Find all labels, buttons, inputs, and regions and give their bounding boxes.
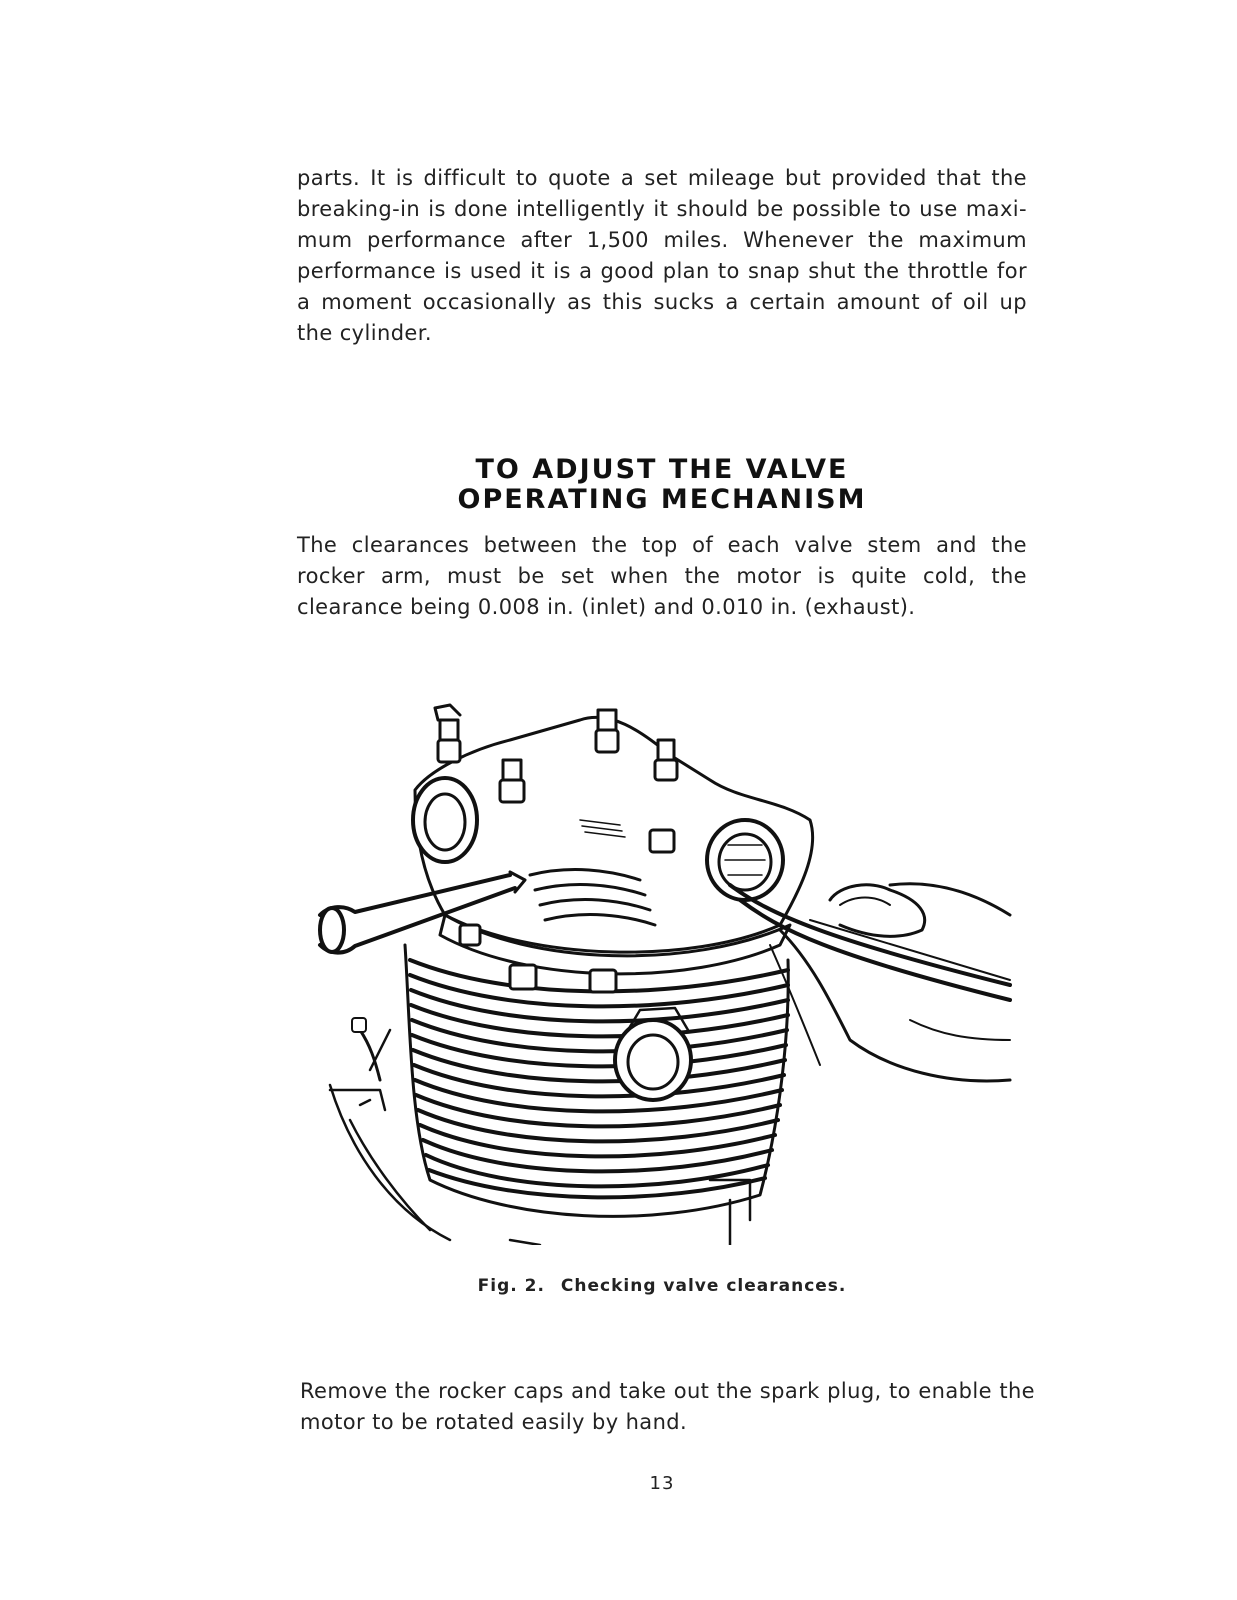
clearance-paragraph: The clearances between the top of each valve stem and the rocker arm, must be set when the motor is quite cold, the clearance being 0.008 in. (inlet) and 0.010 in. (exhaust).: [297, 533, 1027, 619]
closing-paragraph: Remove the rocker caps and take out the spark plug, to enable the motor to be rotated easily by hand.: [300, 1379, 1035, 1434]
page-number: 13: [649, 1473, 675, 1494]
figure-caption: [297, 1276, 1027, 1296]
intro-paragraph: parts. It is difficult to quote a set mileage but provided that the breaking-in is done intelligently it should be possible to use maxi-mum performance after 1,500 miles. Whenever the maximum performance is used it is a good plan to snap shut the throttle for a moment occasionally as this sucks a certain amount of oil up the cylinder.: [297, 166, 1027, 345]
valve-clearance-illustration: [310, 700, 1022, 1245]
section-heading-line-1: TO ADJUST THE VALVE: [475, 454, 849, 485]
section-heading-line-2: OPERATING MECHANISM: [457, 484, 867, 515]
figure-label: Fig. 2.: [477, 1276, 545, 1296]
figure-caption-text: Checking valve clearances.: [560, 1276, 847, 1296]
